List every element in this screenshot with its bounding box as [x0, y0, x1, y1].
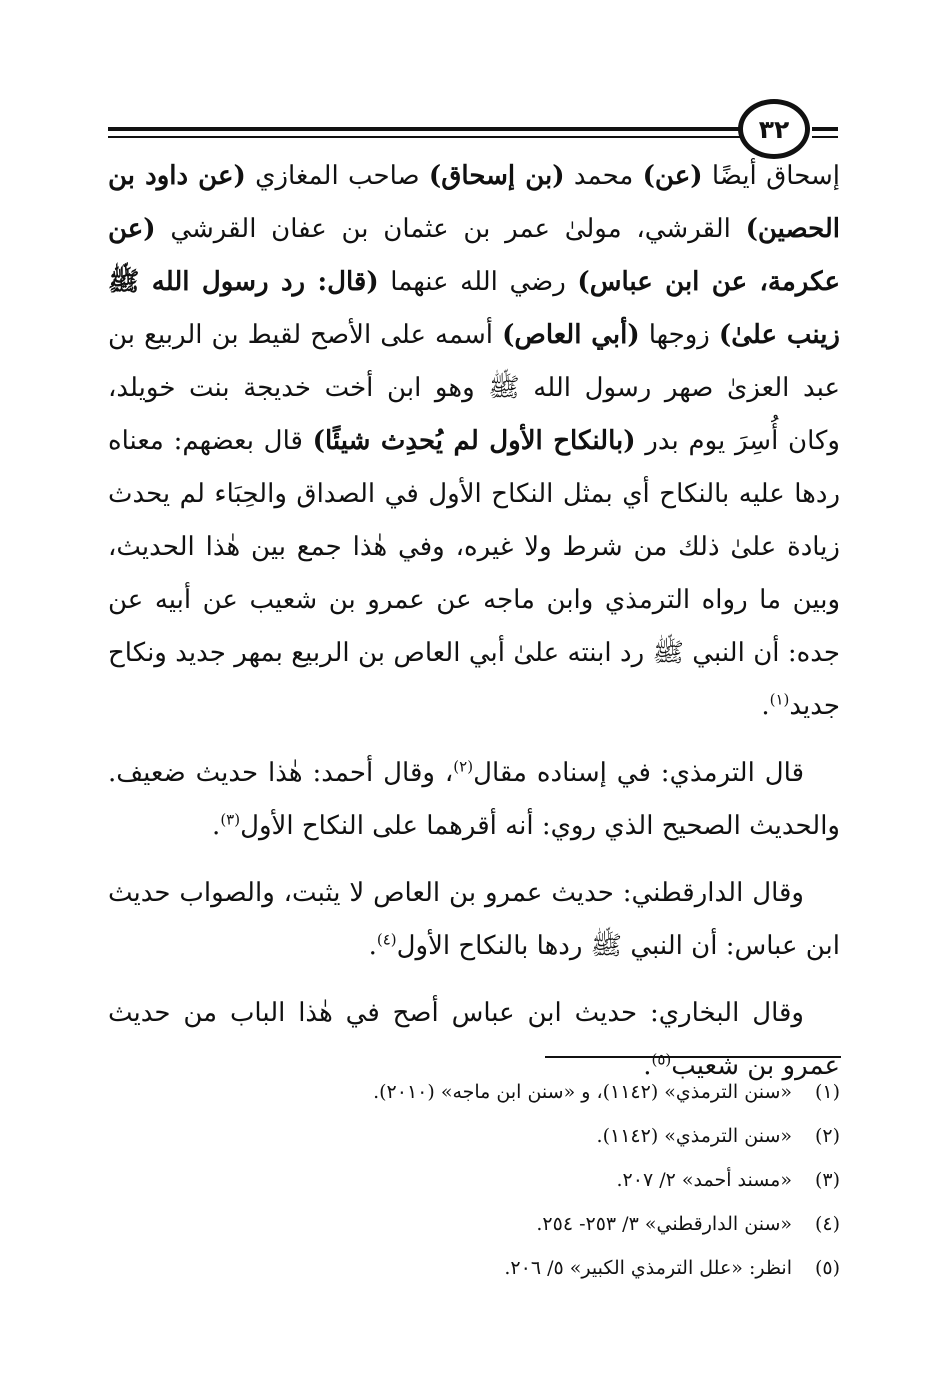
text-run: . — [212, 811, 221, 841]
text-run: . — [643, 1051, 652, 1081]
text-run: قال بعضهم: معناه ردها عليه بالنكاح أي بمثل النكاح الأول في الصداق والحِبَاء لم يحدث زيادة علىٰ ذلك من شرط ولا غيره، وفي هٰذا جمع بين هٰذا الحديث، وبين ما رواه الترمذي وابن ماجه عن عمرو بن شعيب عن أبيه عن جده: أن النبي ﷺ رد ابنته علىٰ أبي العاص بن الربيع بمهر جديد ونكاح جديد — [108, 426, 840, 721]
footnote — [108, 1202, 840, 1246]
text-run: إسحاق أيضًا — [702, 161, 840, 191]
footnote-text: «سنن الدارقطني» ٣/ ٢٥٣- ٢٥٤. — [536, 1213, 792, 1235]
footnote-number: (٣) — [814, 1169, 840, 1191]
text-run: زوجها — [639, 320, 719, 350]
footnote — [108, 1246, 840, 1290]
paragraph — [108, 150, 840, 733]
text-run: صاحب المغازي — [245, 161, 429, 191]
footnote-number: (٥) — [814, 1257, 840, 1279]
bold-text: (عن داود بن الحصين) — [108, 161, 840, 244]
text-run: محمد — [564, 161, 643, 191]
footnotes — [108, 1070, 840, 1290]
bold-text: (بن إسحاق) — [428, 161, 565, 191]
text-run: القرشي، مولىٰ عمر بن عثمان بن عفان القرشي — [155, 214, 746, 244]
footnote-number: (٤) — [814, 1213, 840, 1235]
header-rule-end-thick — [812, 127, 838, 131]
footnote-ref: (٥) — [651, 1050, 672, 1069]
text-run: . — [761, 691, 770, 721]
footnote-ref: (٤) — [376, 930, 397, 949]
text-run: رضي الله عنهما — [378, 267, 578, 297]
footnote-number: (١) — [814, 1081, 840, 1103]
footnote-ref: (٣) — [220, 810, 241, 829]
footnote-text: «سنن الترمذي» (١١٤٢)، و «سنن ابن ماجه» (٢٠١٠). — [373, 1081, 792, 1103]
bold-text: (بالنكاح الأول لم يُحدِث شيئًا) — [312, 426, 636, 456]
header-rule-thin — [108, 136, 741, 138]
footnote-number: (٢) — [814, 1125, 840, 1147]
text-run: . — [368, 931, 377, 961]
footnote-text: «مسند أحمد» ٢/ ٢٠٧. — [616, 1169, 792, 1191]
text-run: أسمه على الأصح لقيط بن الربيع بن عبد العزىٰ صهر رسول الله ﷺ وهو ابن أخت خديجة بنت خويلد، وكان أُسِرَ يوم بدر — [108, 320, 840, 456]
header-rule-thick — [108, 127, 741, 131]
text-run: ، وقال أحمد: هٰذا حديث ضعيف. والحديث الصحيح الذي روي: أنه أقرهما على النكاح الأول — [108, 758, 840, 841]
paragraph — [108, 747, 840, 853]
footnote-text: «سنن الترمذي» (١١٤٢). — [596, 1125, 792, 1147]
footnote-divider — [545, 1056, 841, 1058]
text-run: وقال البخاري: حديث ابن عباس أصح في هٰذا الباب من حديث عمرو بن شعيب — [108, 998, 840, 1081]
footnote-text: انظر: «علل الترمذي الكبير» ٥/ ٢٠٦. — [504, 1257, 792, 1279]
footnote-ref: (١) — [769, 690, 790, 709]
main-text — [108, 150, 840, 1093]
footnote — [108, 1158, 840, 1202]
bold-text: (عن عكرمة، عن ابن عباس) — [108, 214, 840, 297]
text-run: قال الترمذي: في إسناده مقال — [473, 758, 804, 788]
footnote-ref: (٢) — [453, 757, 474, 776]
footnote — [108, 1070, 840, 1114]
paragraph — [108, 867, 840, 973]
bold-text: (أبي العاص) — [502, 320, 640, 350]
text-run: وقال الدارقطني: حديث عمرو بن العاص لا يثبت، والصواب حديث ابن عباس: أن النبي ﷺ ردها بالنكاح الأول — [108, 878, 840, 961]
bold-text: (قال: رد رسول الله ﷺ زينب علىٰ) — [108, 267, 840, 350]
page-number: ٣٢ — [738, 99, 810, 159]
header-rule-end-thin — [812, 136, 838, 138]
footnote — [108, 1114, 840, 1158]
bold-text: (عن) — [642, 161, 703, 191]
